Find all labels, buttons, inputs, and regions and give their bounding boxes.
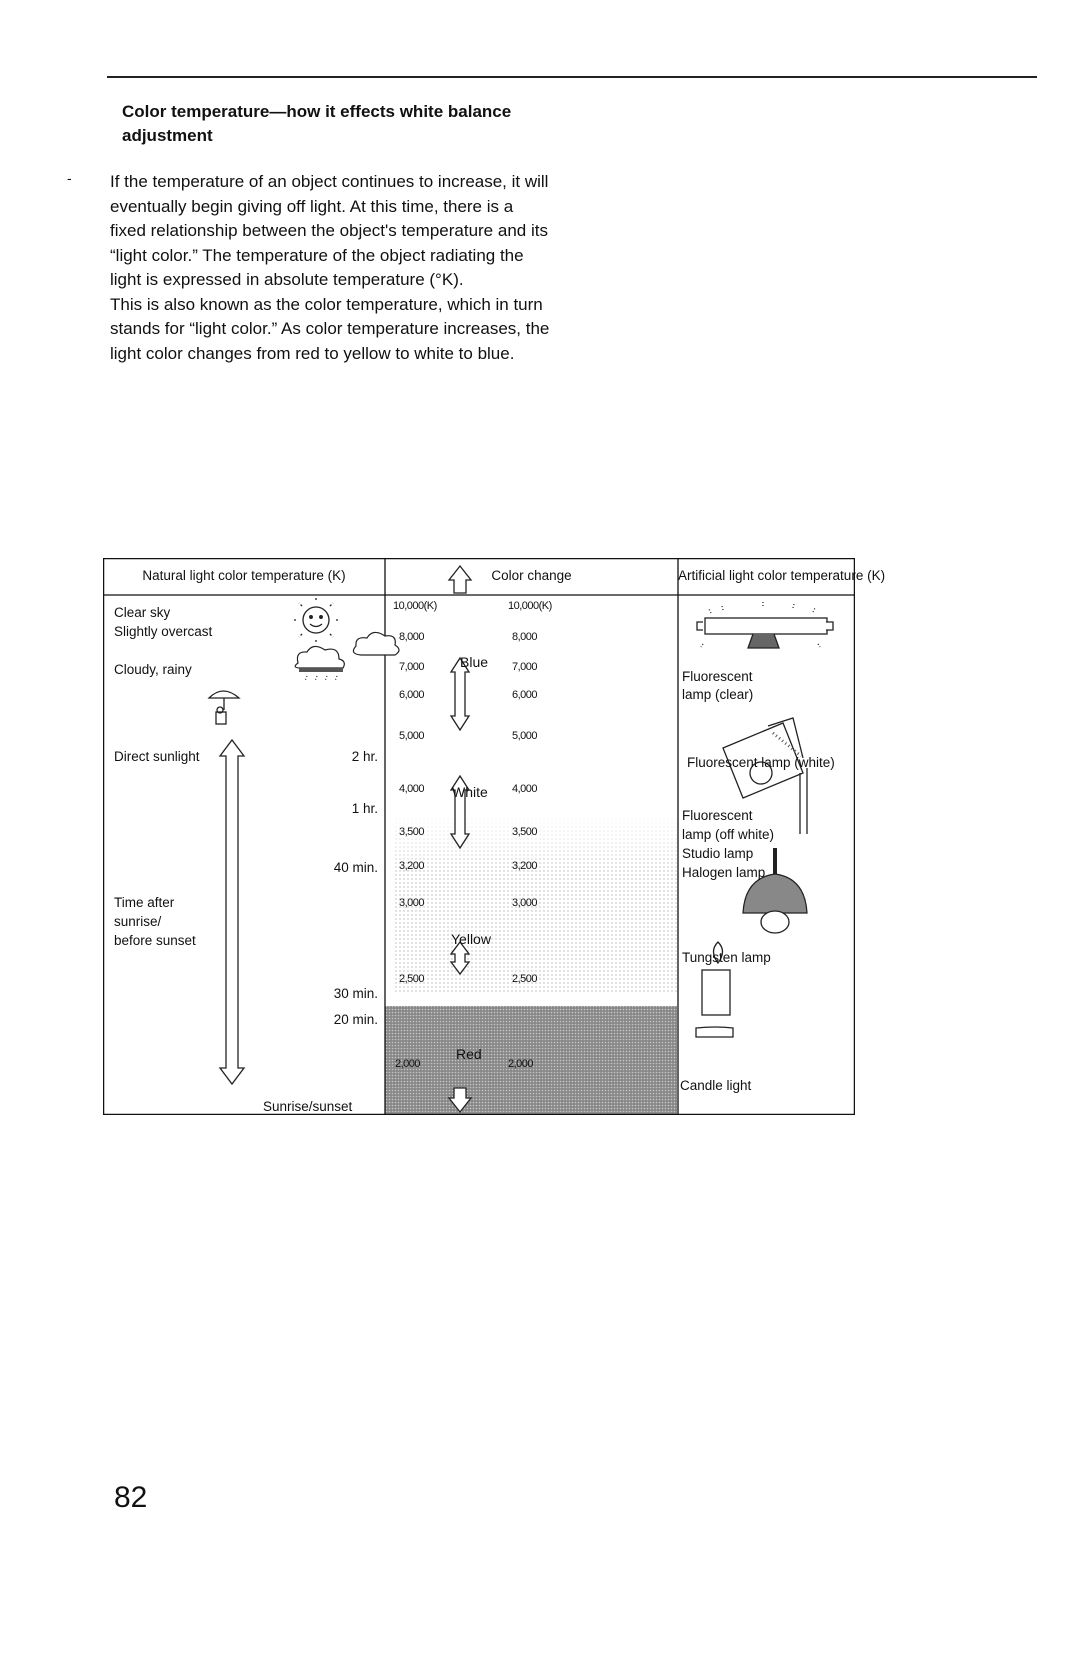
- color-temp-left: 7,000: [399, 661, 425, 673]
- header-natural: Natural light color temperature (K): [142, 568, 346, 583]
- label-clear-sky: Clear sky: [114, 605, 171, 620]
- label-time-after-line1: Time after: [114, 895, 175, 910]
- color-temp-right: 2,500: [512, 973, 538, 985]
- label-fluorescent-clear-line1: Fluorescent: [682, 669, 753, 684]
- label-slightly-overcast: Slightly overcast: [114, 624, 213, 639]
- label-candle-light: Candle light: [680, 1078, 752, 1093]
- color-temp-right: 2,000: [508, 1058, 534, 1070]
- label-red: Red: [456, 1046, 482, 1062]
- color-temp-right: 5,000: [512, 730, 538, 742]
- blue-arrows-icon: [449, 566, 471, 730]
- color-temp-right: 3,000: [512, 897, 538, 909]
- label-studio-lamp: Studio lamp: [682, 846, 754, 861]
- color-temp-right: 7,000: [512, 661, 538, 673]
- label-yellow: Yellow: [451, 931, 491, 947]
- body-text: [110, 170, 550, 366]
- label-fluorescent-white: Fluorescent lamp (white): [687, 755, 835, 770]
- time-arrow-icon: [220, 740, 244, 1084]
- label-fluorescent-offwhite-line2: lamp (off white): [682, 827, 775, 842]
- margin-mark: -: [67, 170, 72, 186]
- color-temp-left: 4,000: [399, 783, 425, 795]
- paragraph-2: This is also known as the color temperature, which in turn stands for “light color.” As color temperature increases, the light color changes from red to yellow to white to blue.: [110, 294, 550, 363]
- color-temp-left: 8,000: [399, 631, 425, 643]
- time-label: 2 hr.: [351, 749, 378, 764]
- label-halogen-lamp: Halogen lamp: [682, 865, 766, 880]
- color-temp-left: 10,000(K): [393, 600, 437, 612]
- header-artificial: Artificial light color temperature (K): [678, 568, 886, 583]
- label-time-after-line3: before sunset: [114, 933, 196, 948]
- label-white: White: [452, 784, 488, 800]
- cloud-icon: [295, 632, 399, 681]
- label-sunrise-sunset: Sunrise/sunset: [263, 1099, 353, 1114]
- color-temp-left: 3,200: [399, 860, 425, 872]
- page-number: 82: [114, 1481, 148, 1514]
- time-label: 1 hr.: [351, 801, 378, 816]
- label-time-after-line2: sunrise/: [114, 914, 162, 929]
- label-blue: Blue: [460, 654, 489, 670]
- color-temp-left: 6,000: [399, 689, 425, 701]
- header-color-change: Color change: [491, 568, 572, 583]
- sun-icon: [292, 596, 340, 644]
- color-temp-left: 2,500: [399, 973, 425, 985]
- color-temp-right: 3,200: [512, 860, 538, 872]
- time-label: 30 min.: [333, 986, 378, 1001]
- label-tungsten-lamp: Tungsten lamp: [682, 950, 771, 965]
- label-fluorescent-offwhite-line1: Fluorescent: [682, 808, 753, 823]
- umbrella-icon: [209, 691, 239, 724]
- color-temp-right: 3,500: [512, 826, 538, 838]
- label-fluorescent-clear-line2: lamp (clear): [682, 687, 754, 702]
- color-temp-right: 8,000: [512, 631, 538, 643]
- color-temp-right: 4,000: [512, 783, 538, 795]
- color-temp-left: 3,500: [399, 826, 425, 838]
- color-temp-right: 10,000(K): [508, 600, 552, 612]
- fluorescent-tube-icon: [697, 602, 833, 648]
- color-temp-left: 3,000: [399, 897, 425, 909]
- label-direct-sunlight: Direct sunlight: [114, 749, 200, 764]
- color-temperature-table: [103, 558, 886, 1115]
- top-rule: [107, 76, 1037, 78]
- time-label: 40 min.: [333, 860, 378, 875]
- color-temp-left: 5,000: [399, 730, 425, 742]
- paragraph-1: If the temperature of an object continues to increase, it will eventually begin giving off light. At this time, there is a fixed relationship between the object's temperature and its “light color.” The temperature of the object radiating the light is expressed in absolute temperature (°K).: [110, 172, 549, 289]
- label-cloudy-rainy: Cloudy, rainy: [114, 662, 192, 677]
- time-label: 20 min.: [333, 1012, 378, 1027]
- color-temp-right: 6,000: [512, 689, 538, 701]
- section-heading: Color temperature—how it effects white balance adjustment: [122, 102, 512, 145]
- color-temp-left: 2,000: [395, 1058, 421, 1070]
